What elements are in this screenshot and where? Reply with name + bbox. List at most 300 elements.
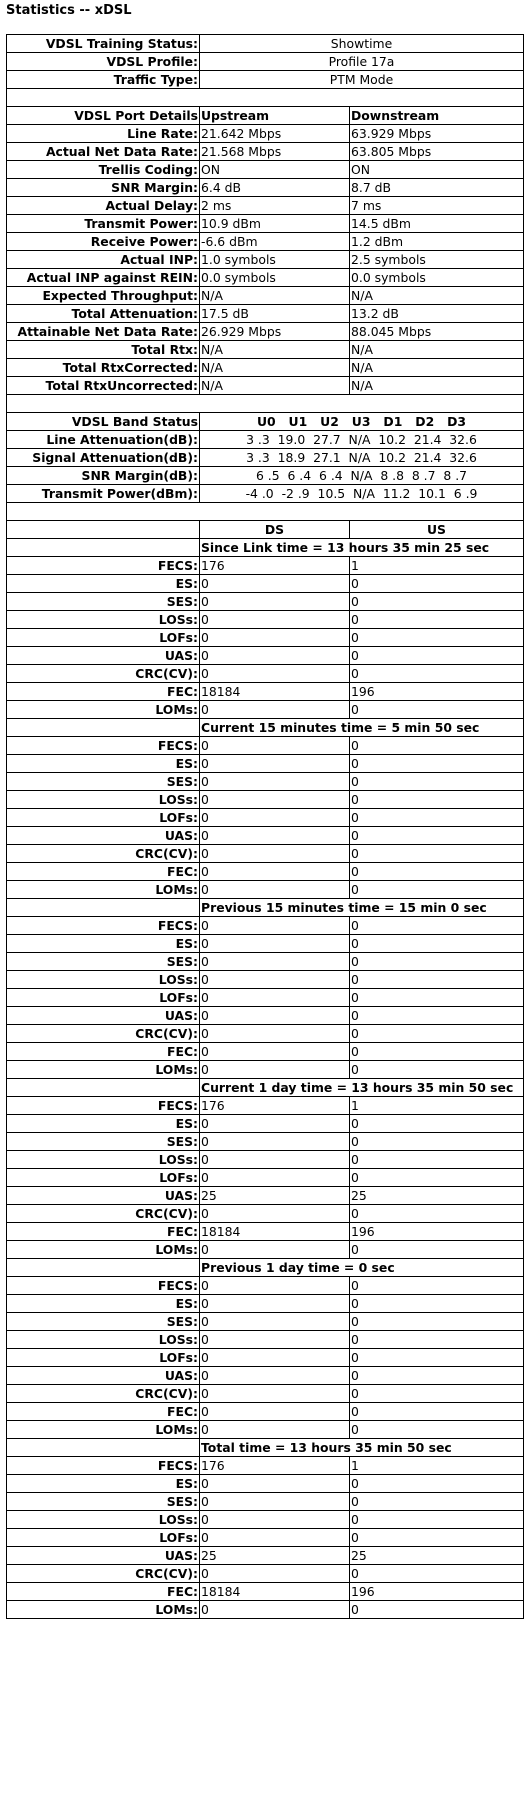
counter-row [7,1205,524,1223]
counter-label: LOMs: [7,1061,200,1079]
counter-row [7,1511,524,1529]
spacer-row [7,395,524,413]
counter-row [7,575,524,593]
counters-header-blank [7,521,200,539]
counter-row [7,827,524,845]
us-value: 0 [350,989,524,1007]
counter-row [7,755,524,773]
counter-row [7,809,524,827]
counter-label: ES: [7,575,200,593]
downstream-value: 13.2 dB [350,305,524,323]
counter-row [7,1025,524,1043]
downstream-value: 1.2 dBm [350,233,524,251]
counter-label: LOSs: [7,791,200,809]
upstream-value: 21.642 Mbps [200,125,350,143]
ds-value: 0 [200,1385,350,1403]
counter-label: FECS: [7,1277,200,1295]
counter-row [7,1601,524,1619]
ds-value: 0 [200,647,350,665]
us-value: 0 [350,1151,524,1169]
ds-value: 0 [200,1349,350,1367]
us-value: 0 [350,1565,524,1583]
band-status-section [7,413,524,503]
downstream-value: 8.7 dB [350,179,524,197]
ds-value: 0 [200,1403,350,1421]
port-detail-label: Actual Delay: [7,197,200,215]
us-value: 0 [350,575,524,593]
ds-value: 0 [200,1295,350,1313]
ds-value: 0 [200,971,350,989]
ds-value: 0 [200,755,350,773]
ds-value: 0 [200,737,350,755]
upstream-value: N/A [200,377,350,395]
ds-value: 176 [200,1457,350,1475]
upstream-value: 0.0 symbols [200,269,350,287]
counter-section-header [7,719,524,737]
us-value: 196 [350,1583,524,1601]
counter-label: LOFs: [7,809,200,827]
ds-value: 0 [200,1475,350,1493]
us-value: 0 [350,1007,524,1025]
downstream-value: 14.5 dBm [350,215,524,233]
counter-label: LOMs: [7,701,200,719]
us-header: US [350,521,524,539]
upstream-value: 21.568 Mbps [200,143,350,161]
ds-value: 0 [200,1007,350,1025]
ds-value: 0 [200,917,350,935]
counter-label: UAS: [7,1187,200,1205]
counter-row [7,917,524,935]
band-status-label: Signal Attenuation(dB): [7,449,200,467]
counter-section-header [7,1259,524,1277]
counter-row [7,611,524,629]
counter-row [7,683,524,701]
counter-label: UAS: [7,1007,200,1025]
ds-value: 0 [200,1133,350,1151]
counter-section-blank [7,1439,200,1457]
port-detail-label: Actual INP: [7,251,200,269]
upstream-value: N/A [200,359,350,377]
counter-label: FEC: [7,1223,200,1241]
counter-row [7,1043,524,1061]
port-detail-label: Trellis Coding: [7,161,200,179]
ds-value: 0 [200,1367,350,1385]
ds-value: 0 [200,1025,350,1043]
counter-row [7,629,524,647]
downstream-value: 63.805 Mbps [350,143,524,161]
counter-section-title: Since Link time = 13 hours 35 min 25 sec [200,539,524,557]
counter-label: ES: [7,935,200,953]
ds-value: 0 [200,881,350,899]
downstream-value: N/A [350,359,524,377]
upstream-value: ON [200,161,350,179]
counter-label: SES: [7,773,200,791]
counter-section-header [7,899,524,917]
counter-label: LOFs: [7,629,200,647]
counter-label: CRC(CV): [7,1025,200,1043]
ds-value: 0 [200,611,350,629]
us-value: 0 [350,1421,524,1439]
ds-value: 0 [200,989,350,1007]
us-value: 0 [350,809,524,827]
band-values: -4 .0 -2 .9 10.5 N/A 11.2 10.1 6 .9 [200,485,524,503]
counter-row [7,1133,524,1151]
counter-label: LOFs: [7,1169,200,1187]
downstream-value: 2.5 symbols [350,251,524,269]
counter-row [7,1187,524,1205]
counters-header [7,521,524,539]
spacer-cell [7,89,524,107]
band-status-label: Transmit Power(dBm): [7,485,200,503]
us-value: 1 [350,1457,524,1475]
us-value: 0 [350,1385,524,1403]
port-detail-row [7,179,524,197]
counter-section-blank [7,1259,200,1277]
counter-row [7,1385,524,1403]
upstream-value: 6.4 dB [200,179,350,197]
counter-row [7,647,524,665]
counter-label: ES: [7,1475,200,1493]
ds-value: 0 [200,1169,350,1187]
summary-value: PTM Mode [200,71,524,89]
ds-value: 0 [200,827,350,845]
downstream-value: 88.045 Mbps [350,323,524,341]
counter-section-header [7,1439,524,1457]
ds-value: 0 [200,863,350,881]
counter-label: FEC: [7,683,200,701]
counter-label: LOMs: [7,1601,200,1619]
ds-value: 0 [200,575,350,593]
counter-row [7,953,524,971]
counter-row [7,1547,524,1565]
counter-row [7,935,524,953]
counter-row [7,1277,524,1295]
ds-value: 18184 [200,1223,350,1241]
us-value: 196 [350,1223,524,1241]
us-value: 0 [350,665,524,683]
us-value: 0 [350,935,524,953]
counter-label: ES: [7,755,200,773]
counter-row [7,881,524,899]
us-value: 0 [350,1133,524,1151]
ds-value: 0 [200,1493,350,1511]
counter-label: UAS: [7,1367,200,1385]
counter-section-header [7,539,524,557]
counter-label: LOSs: [7,611,200,629]
counter-label: ES: [7,1115,200,1133]
us-value: 0 [350,773,524,791]
upstream-value: -6.6 dBm [200,233,350,251]
counter-label: LOMs: [7,1421,200,1439]
upstream-value: 2 ms [200,197,350,215]
port-detail-label: Total Rtx: [7,341,200,359]
us-value: 1 [350,1097,524,1115]
counter-row [7,737,524,755]
summary-value: Profile 17a [200,53,524,71]
us-value: 0 [350,953,524,971]
counter-row [7,791,524,809]
counter-row [7,1457,524,1475]
port-detail-row [7,377,524,395]
counter-label: LOFs: [7,1529,200,1547]
counter-label: LOMs: [7,881,200,899]
summary-row [7,53,524,71]
counter-section-title: Previous 1 day time = 0 sec [200,1259,524,1277]
us-value: 25 [350,1547,524,1565]
summary-row [7,71,524,89]
us-value: 0 [350,1403,524,1421]
counter-row [7,1367,524,1385]
port-detail-row [7,341,524,359]
us-value: 0 [350,1295,524,1313]
band-values: 3 .3 19.0 27.7 N/A 10.2 21.4 32.6 [200,431,524,449]
counter-row [7,1565,524,1583]
band-values: 3 .3 18.9 27.1 N/A 10.2 21.4 32.6 [200,449,524,467]
ds-value: 0 [200,1511,350,1529]
counter-section-header [7,1079,524,1097]
us-value: 0 [350,1349,524,1367]
ds-value: 176 [200,1097,350,1115]
counter-label: LOSs: [7,971,200,989]
us-value: 0 [350,611,524,629]
us-value: 0 [350,1493,524,1511]
counter-label: SES: [7,593,200,611]
counter-label: ES: [7,1295,200,1313]
ds-value: 0 [200,593,350,611]
us-value: 0 [350,1205,524,1223]
counter-row [7,845,524,863]
ds-value: 0 [200,1565,350,1583]
downstream-value: ON [350,161,524,179]
us-value: 1 [350,557,524,575]
ds-value: 0 [200,791,350,809]
us-value: 0 [350,971,524,989]
upstream-value: 10.9 dBm [200,215,350,233]
band-status-row [7,467,524,485]
counter-label: LOFs: [7,1349,200,1367]
port-detail-label: Transmit Power: [7,215,200,233]
downstream-header: Downstream [350,107,524,125]
upstream-value: 26.929 Mbps [200,323,350,341]
us-value: 0 [350,593,524,611]
port-detail-label: Receive Power: [7,233,200,251]
us-value: 0 [350,1277,524,1295]
ds-value: 0 [200,1115,350,1133]
counter-label: LOMs: [7,1241,200,1259]
us-value: 0 [350,791,524,809]
summary-section [7,35,524,107]
upstream-header: Upstream [200,107,350,125]
upstream-value: N/A [200,287,350,305]
us-value: 196 [350,683,524,701]
us-value: 0 [350,1331,524,1349]
counter-label: CRC(CV): [7,845,200,863]
ds-value: 0 [200,1043,350,1061]
port-detail-row [7,197,524,215]
us-value: 0 [350,881,524,899]
ds-value: 176 [200,557,350,575]
us-value: 25 [350,1187,524,1205]
ds-value: 0 [200,1529,350,1547]
us-value: 0 [350,1313,524,1331]
counter-label: CRC(CV): [7,665,200,683]
counter-section-blank [7,719,200,737]
counters-section [7,539,524,1619]
upstream-value: 1.0 symbols [200,251,350,269]
counter-row [7,1169,524,1187]
ds-value: 0 [200,953,350,971]
counter-row [7,1529,524,1547]
us-value: 0 [350,647,524,665]
counter-row [7,1421,524,1439]
band-status-label: SNR Margin(dB): [7,467,200,485]
band-values: 6 .5 6 .4 6 .4 N/A 8 .8 8 .7 8 .7 [200,467,524,485]
counter-row [7,1115,524,1133]
us-value: 0 [350,629,524,647]
counter-row [7,1403,524,1421]
us-value: 0 [350,1025,524,1043]
counter-label: LOSs: [7,1151,200,1169]
ds-value: 0 [200,1151,350,1169]
summary-label: Traffic Type: [7,71,200,89]
ds-value: 0 [200,665,350,683]
ds-value: 0 [200,1061,350,1079]
port-detail-row [7,269,524,287]
ds-value: 0 [200,1421,350,1439]
band-status-row [7,431,524,449]
counter-label: CRC(CV): [7,1385,200,1403]
counter-label: UAS: [7,827,200,845]
ds-value: 25 [200,1547,350,1565]
port-details-header [7,107,524,125]
counter-section-title: Total time = 13 hours 35 min 50 sec [200,1439,524,1457]
counter-row [7,1223,524,1241]
port-detail-label: Total RtxUncorrected: [7,377,200,395]
port-details-title: VDSL Port Details [7,107,200,125]
port-detail-row [7,251,524,269]
port-detail-row [7,143,524,161]
counter-row [7,1583,524,1601]
port-detail-row [7,323,524,341]
counter-row [7,863,524,881]
us-value: 0 [350,1475,524,1493]
counter-row [7,1241,524,1259]
counter-section-title: Current 1 day time = 13 hours 35 min 50 sec [200,1079,524,1097]
port-detail-row [7,233,524,251]
us-value: 0 [350,1061,524,1079]
counter-label: UAS: [7,647,200,665]
downstream-value: 63.929 Mbps [350,125,524,143]
counter-row [7,557,524,575]
port-detail-label: Actual INP against REIN: [7,269,200,287]
summary-value: Showtime [200,35,524,53]
ds-value: 0 [200,1313,350,1331]
counter-label: FEC: [7,1583,200,1601]
port-detail-row [7,125,524,143]
downstream-value: N/A [350,377,524,395]
ds-value: 0 [200,1601,350,1619]
band-status-row [7,449,524,467]
ds-value: 0 [200,1277,350,1295]
upstream-value: N/A [200,341,350,359]
band-names: U0 U1 U2 U3 D1 D2 D3 [200,413,524,431]
band-status-label: Line Attenuation(dB): [7,431,200,449]
port-detail-row [7,215,524,233]
us-value: 0 [350,827,524,845]
us-value: 0 [350,737,524,755]
us-value: 0 [350,1601,524,1619]
counter-section-blank [7,899,200,917]
counter-section-blank [7,1079,200,1097]
spacer-section [7,395,524,413]
ds-value: 25 [200,1187,350,1205]
port-detail-row [7,305,524,323]
ds-value: 18184 [200,1583,350,1601]
spacer-cell [7,503,524,521]
port-detail-label: SNR Margin: [7,179,200,197]
port-detail-row [7,161,524,179]
ds-value: 18184 [200,683,350,701]
downstream-value: 0.0 symbols [350,269,524,287]
counter-row [7,701,524,719]
ds-value: 0 [200,809,350,827]
counter-row [7,1061,524,1079]
downstream-value: N/A [350,341,524,359]
counter-row [7,1331,524,1349]
us-value: 0 [350,863,524,881]
counter-label: FEC: [7,863,200,881]
ds-value: 0 [200,773,350,791]
counter-row [7,989,524,1007]
downstream-value: 7 ms [350,197,524,215]
counter-row [7,1493,524,1511]
counter-row [7,1097,524,1115]
band-status-row [7,485,524,503]
counter-row [7,593,524,611]
counter-row [7,773,524,791]
counter-row [7,1151,524,1169]
counter-label: FECS: [7,1457,200,1475]
counter-row [7,665,524,683]
counter-label: FEC: [7,1043,200,1061]
us-value: 0 [350,755,524,773]
us-value: 0 [350,1367,524,1385]
counter-label: CRC(CV): [7,1565,200,1583]
ds-value: 0 [200,845,350,863]
spacer-row [7,89,524,107]
counter-label: SES: [7,1493,200,1511]
counter-row [7,1349,524,1367]
counter-label: FECS: [7,917,200,935]
us-value: 0 [350,1241,524,1259]
us-value: 0 [350,1529,524,1547]
us-value: 0 [350,917,524,935]
page-title: Statistics -- xDSL [6,3,132,18]
ds-value: 0 [200,629,350,647]
ds-value: 0 [200,701,350,719]
counter-row [7,1007,524,1025]
counter-row [7,1475,524,1493]
ds-header: DS [200,521,350,539]
counter-row [7,971,524,989]
spacer-section [7,503,524,539]
ds-value: 0 [200,1205,350,1223]
summary-label: VDSL Profile: [7,53,200,71]
counter-label: FEC: [7,1403,200,1421]
counter-label: LOSs: [7,1331,200,1349]
us-value: 0 [350,701,524,719]
port-detail-label: Attainable Net Data Rate: [7,323,200,341]
